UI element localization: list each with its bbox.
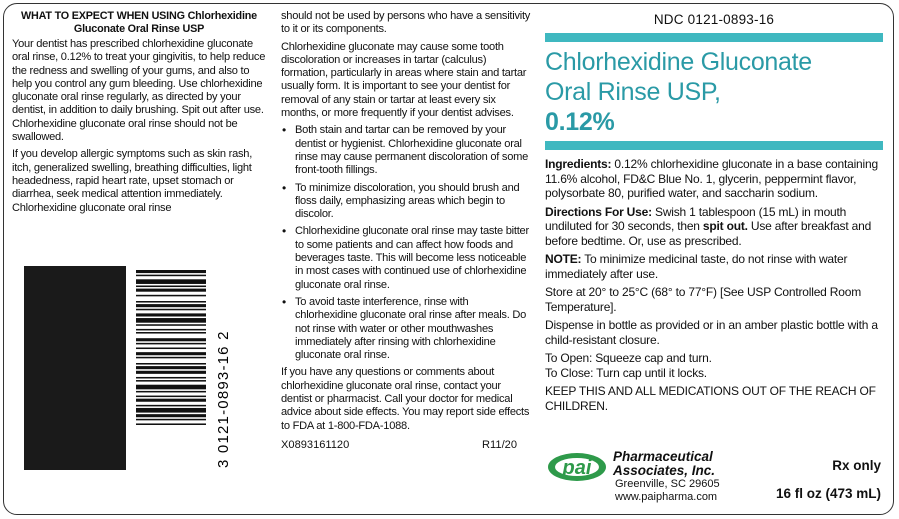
barcode-bar bbox=[136, 343, 206, 345]
ndc-number: NDC 0121-0893-16 bbox=[653, 12, 775, 27]
note-value: To minimize medicinal taste, do not rinse with water immediately after use. bbox=[545, 252, 848, 281]
list-item: • To avoid taste interference, rinse with chlorhexidine gluconate oral rinse after meals. Do not rinse with water or other mouthwashes immediately after rinsing with chlorhexidine gluconate oral rinse. bbox=[281, 296, 533, 362]
bullet-list bbox=[281, 124, 533, 362]
code-row bbox=[281, 439, 533, 451]
barcode-bar bbox=[136, 380, 206, 382]
directions-label: Directions For Use: bbox=[545, 204, 652, 219]
column-principal-display bbox=[545, 10, 883, 417]
barcode-bar bbox=[136, 348, 206, 350]
barcode-bar bbox=[136, 313, 206, 316]
barcode-bar bbox=[136, 304, 206, 307]
list-item: • Both stain and tartar can be removed by your dentist or hygienist. Chlorhexidine gluconate oral rinse may cause permanent discoloration of some front-tooth fillings. bbox=[281, 124, 533, 177]
close-instructions: To Close: Turn cap until it locks. bbox=[545, 365, 707, 380]
manufacturer-block bbox=[545, 448, 885, 508]
accent-bar-top bbox=[545, 33, 883, 42]
barcode-bar bbox=[136, 295, 206, 297]
product-code: X0893161120 bbox=[281, 438, 350, 451]
barcode-graphic bbox=[24, 266, 239, 470]
barcode-bar bbox=[136, 318, 206, 323]
barcode-bar bbox=[136, 332, 206, 334]
ingredients-value: 0.12% chlorhexidine gluconate in a base containing 11.6% alcohol, FD&C Blue No. 1, glycerin, peppermint flavor, polysorbate 80, purified water, and saccharin sodium. bbox=[545, 157, 878, 200]
barcode-bar bbox=[136, 363, 206, 365]
barcode-bar bbox=[136, 405, 206, 407]
paragraph-sensitivity: should not be used by persons who have a sensitivity to it or its components. bbox=[281, 10, 531, 36]
barcode-bar bbox=[136, 391, 206, 393]
accent-bar-bottom bbox=[545, 141, 883, 150]
company-name bbox=[613, 450, 715, 478]
barcode-bar bbox=[136, 385, 206, 390]
paragraph-prescribed: Your dentist has prescribed chlorhexidine gluconate oral rinse, 0.12% to treat your gingivitis, to help reduce the redness and swelling of your gums, and also to help you control any gum bleeding. Use chlorhexidine gluconate oral rinse regularly, as directed by your dentist, in addition to daily brushing. Spit out after use. Chlorhexidine gluconate oral rinse should not be swallowed. bbox=[12, 38, 266, 144]
barcode-quiet-block bbox=[24, 266, 126, 470]
directions-text bbox=[545, 205, 883, 249]
barcode-bar bbox=[136, 377, 206, 379]
list-item: • To minimize discoloration, you should brush and floss daily, emphasizing areas which begin to discolor. bbox=[281, 182, 533, 222]
barcode-bar bbox=[136, 275, 206, 277]
paragraph-discoloration: Chlorhexidine gluconate may cause some tooth discoloration or increases in tartar (calculus) formation, particularly in areas where stain and tartar usually form. It is important to see your dentist for removal of any stain or tartar at least every six months, or more frequently if your dentist advises. bbox=[281, 40, 527, 120]
barcode-bar bbox=[136, 396, 206, 398]
pai-logo bbox=[547, 452, 607, 482]
barcode-bar bbox=[136, 329, 206, 331]
net-quantity: 16 fl oz (473 mL) bbox=[775, 486, 881, 501]
barcode-bar bbox=[136, 309, 206, 311]
note-text bbox=[545, 252, 883, 281]
barcode-bar bbox=[136, 371, 206, 374]
barcode-bar bbox=[136, 338, 206, 341]
barcode-bar bbox=[136, 423, 206, 425]
address-line: Greenville, SC 29605 bbox=[615, 478, 720, 490]
paragraph-questions: If you have any questions or comments about chlorhexidine gluconate oral rinse, contact your dentist or pharmacist. Call your doctor for medical advice about side effects. You may report side effects to FDA at 1-800-FDA-1088. bbox=[281, 366, 530, 432]
storage-text: Store at 20° to 25°C (68° to 77°F) [See USP Controlled Room Temperature]. bbox=[545, 285, 862, 314]
directions-value: Use after breakfast and before bedtime. Or, use as prescribed. bbox=[545, 219, 872, 248]
barcode-bar bbox=[136, 279, 206, 284]
column-what-to-expect bbox=[12, 10, 266, 219]
list-item: • Chlorhexidine gluconate oral rinse may taste bitter to some patients and can affect how foods and beverages taste. This will become less noticeable in most cases with continued use of chlorhexidine gluconate oral rinse. bbox=[281, 225, 533, 291]
company-name-line: Associates, Inc. bbox=[613, 463, 716, 478]
barcode-bars bbox=[136, 270, 206, 425]
barcode-bar bbox=[136, 414, 206, 417]
note-label: NOTE: bbox=[545, 252, 582, 266]
keep-away-warning: KEEP THIS AND ALL MEDICATIONS OUT OF THE REACH OF CHILDREN. bbox=[545, 384, 876, 413]
dispense-text: Dispense in bottle as provided or in an amber plastic bottle with a child-resistant closure. bbox=[545, 318, 878, 347]
barcode-bar bbox=[136, 408, 206, 413]
barcode-bar bbox=[136, 399, 206, 402]
directions-emphasis: spit out. bbox=[702, 219, 748, 233]
barcode-bar bbox=[136, 301, 206, 303]
barcode-bar bbox=[136, 366, 206, 369]
column-warnings bbox=[281, 10, 533, 451]
paragraph-allergy: If you develop allergic symptoms such as skin rash, itch, generalized swelling, breathing difficulties, light headedness, rapid heart rate, upset stomach or diarrhea, seek medical attention immediately. Chlorhexidine gluconate oral rinse bbox=[12, 148, 253, 214]
barcode-bar bbox=[136, 352, 206, 355]
product-title bbox=[545, 47, 883, 137]
rx-only: Rx only bbox=[832, 458, 881, 473]
title-line: Chlorhexidine Gluconate bbox=[545, 48, 812, 76]
open-instructions: To Open: Squeeze cap and turn. bbox=[545, 351, 712, 365]
barcode-bar bbox=[136, 324, 206, 326]
barcode-number: 3 0121-0893-16 2 bbox=[215, 330, 232, 468]
barcode bbox=[24, 266, 239, 470]
section-heading: WHAT TO EXPECT WHEN USING Chlorhexidine Gluconate Oral Rinse USP bbox=[21, 10, 257, 35]
logo-text: pai bbox=[562, 457, 592, 479]
website-link: www.paipharma.com bbox=[615, 491, 718, 503]
barcode-bar bbox=[136, 289, 206, 292]
directions-value: Swish 1 tablespoon (15 mL) in mouth undiluted for 30 seconds, then bbox=[545, 204, 847, 233]
title-line: 0.12% bbox=[545, 108, 615, 136]
ingredients-text bbox=[545, 157, 883, 201]
barcode-bar bbox=[136, 286, 206, 288]
ingredients-label: Ingredients: bbox=[545, 157, 612, 171]
revision-code: R11/20 bbox=[482, 438, 517, 451]
barcode-bar bbox=[136, 357, 206, 359]
company-name-line: Pharmaceutical bbox=[613, 449, 713, 464]
company-address bbox=[615, 478, 720, 504]
title-line: Oral Rinse USP, bbox=[545, 78, 721, 106]
barcode-bar bbox=[136, 270, 206, 273]
barcode-bar bbox=[136, 419, 206, 421]
